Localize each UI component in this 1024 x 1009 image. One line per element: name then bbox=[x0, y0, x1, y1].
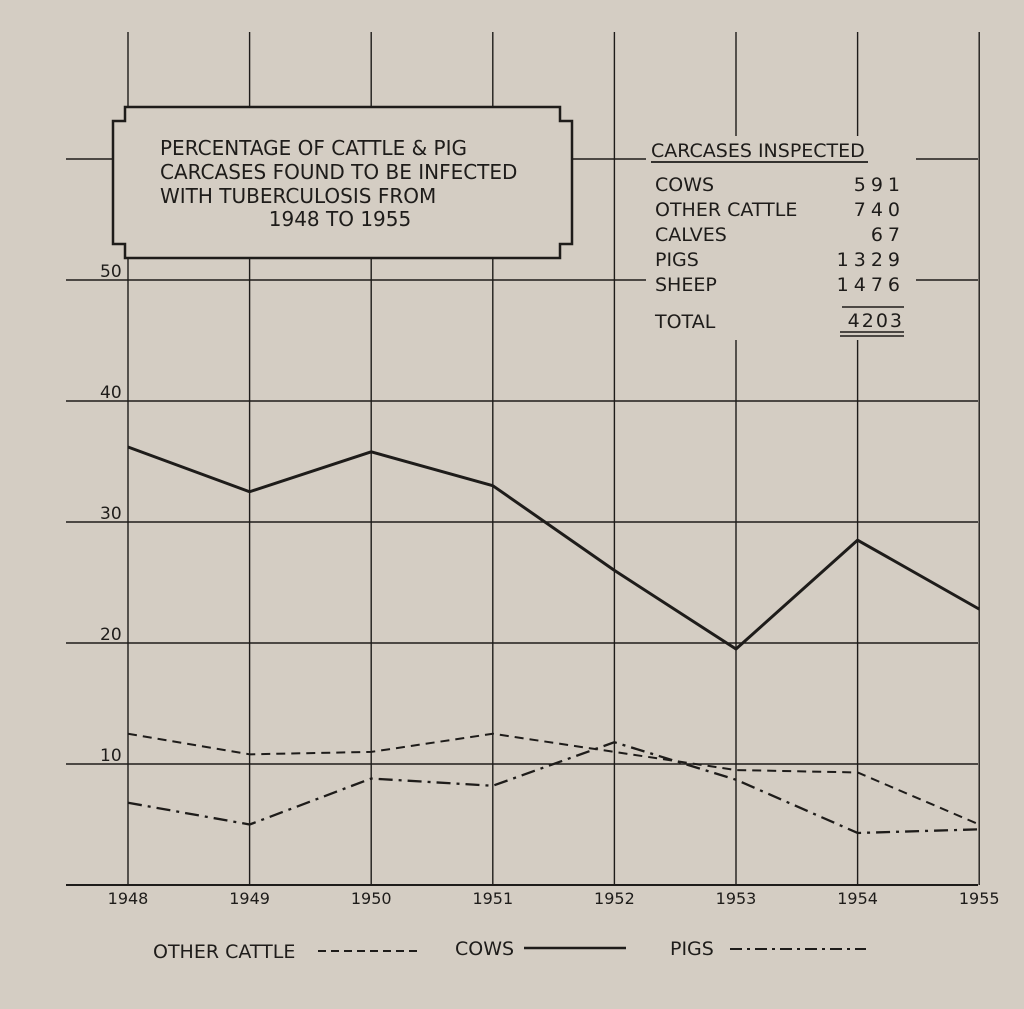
x-tick-label: 1951 bbox=[472, 889, 514, 908]
x-tick-label: 1948 bbox=[107, 889, 149, 908]
y-tick-label: 40 bbox=[100, 383, 122, 403]
chart-title-line-1: PERCENTAGE OF CATTLE & PIG bbox=[160, 136, 467, 160]
total-label: TOTAL bbox=[655, 311, 716, 333]
table-row-value: 1329 bbox=[836, 249, 905, 271]
chart-title-line-3: WITH TUBERCULOSIS FROM bbox=[160, 184, 437, 208]
chart-title-line-2: CARCASES FOUND TO BE INFECTED bbox=[160, 160, 518, 184]
x-tick-label: 1953 bbox=[715, 889, 757, 908]
y-tick-label: 20 bbox=[100, 625, 122, 645]
table-row-value: 1476 bbox=[836, 274, 905, 296]
table-row-label: OTHER CATTLE bbox=[655, 199, 798, 221]
carcases-table-title: CARCASES INSPECTED bbox=[651, 140, 865, 162]
table-row-value: 591 bbox=[853, 174, 905, 196]
x-tick-label: 1952 bbox=[594, 889, 635, 908]
total-value: 4203 bbox=[847, 310, 904, 332]
y-tick-label: 50 bbox=[100, 262, 122, 282]
x-tick-label: 1950 bbox=[350, 889, 392, 908]
chart-title-line-4: 1948 TO 1955 bbox=[268, 207, 412, 231]
table-row-label: COWS bbox=[655, 174, 715, 196]
table-row-label: PIGS bbox=[655, 249, 699, 271]
table-row-label: SHEEP bbox=[655, 274, 717, 296]
carcases-table bbox=[646, 136, 916, 340]
y-tick-label: 10 bbox=[100, 746, 122, 766]
legend-label-pigs: PIGS bbox=[670, 938, 714, 960]
x-tick-label: 1955 bbox=[958, 889, 1000, 908]
table-row-label: CALVES bbox=[655, 224, 727, 246]
table-row-value: 740 bbox=[853, 199, 905, 221]
y-tick-label: 30 bbox=[100, 504, 122, 524]
legend-label-cows: COWS bbox=[455, 938, 515, 960]
legend-label-other-cattle: OTHER CATTLE bbox=[153, 941, 296, 963]
x-tick-label: 1949 bbox=[229, 889, 270, 908]
x-tick-label: 1954 bbox=[837, 889, 878, 908]
table-row-value: 67 bbox=[870, 224, 905, 246]
title-box bbox=[113, 107, 572, 258]
